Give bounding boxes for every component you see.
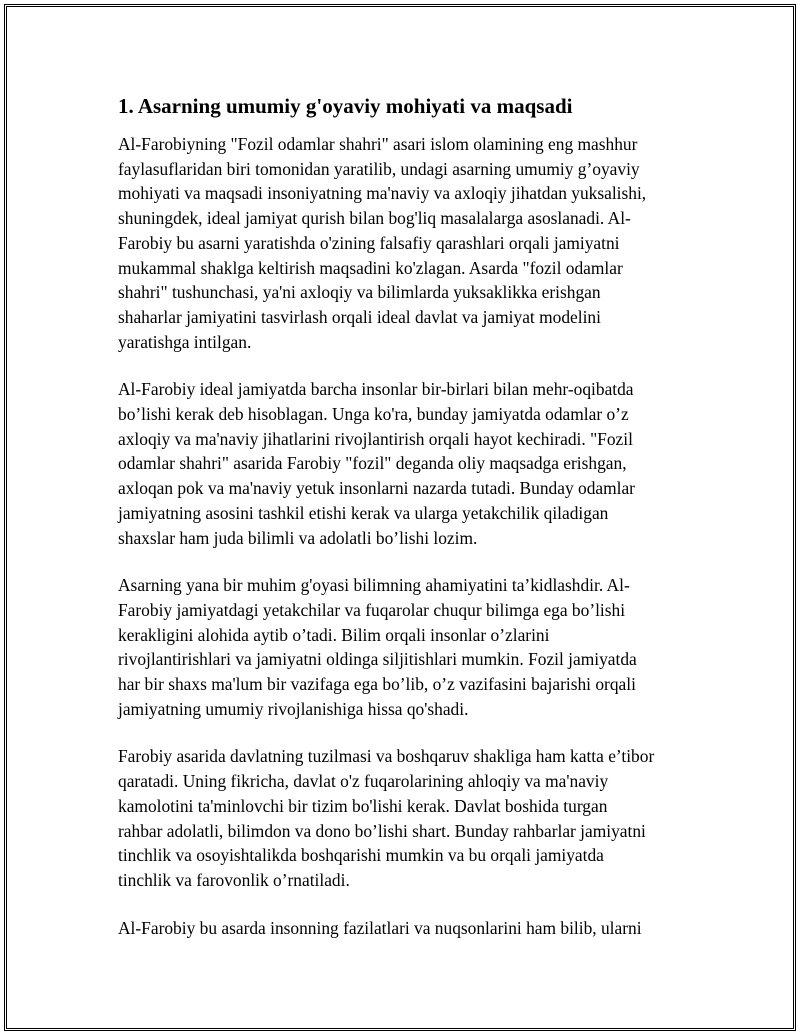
text-line: jamiyatning umumiy rivojlanishiga hissa qo'shadi. xyxy=(118,698,469,719)
text-line: kerakligini alohida aytib o’tadi. Bilim orqali insonlar o’zlarini xyxy=(118,624,550,645)
text-line: bo’lishi kerak deb hisoblagan. Unga ko'ra, bunday jamiyatda odamlar o’z xyxy=(118,404,629,425)
text-line: mohiyati va maqsadi insoniyatning ma'naviy va axloqiy jihatdan yuksalishi, xyxy=(118,183,647,204)
text-line: Al-Farobiy bu asarda insonning fazilatlari va nuqsonlarini ham bilib, ularni xyxy=(118,917,642,938)
text-line: Farobiy bu asarni yaratishda o'zining falsafiy qarashlari orqali jamiyatni xyxy=(118,232,620,253)
text-line: har bir shaxs ma'lum bir vazifaga ega bo’lib, o’z vazifasini bajarishi orqali xyxy=(118,674,636,695)
paragraph-2 xyxy=(118,377,698,550)
text-line: yaratishga intilgan. xyxy=(118,331,252,352)
text-line: rivojlantirishlari va jamiyatni oldinga siljitishlari mumkin. Fozil jamiyatda xyxy=(118,649,637,670)
text-line: tinchlik va osoyishtalikda boshqarishi mumkin va bu orqali jamiyatda xyxy=(118,845,604,866)
text-line: Al-Farobiyning "Fozil odamlar shahri" asari islom olamining eng mashhur xyxy=(118,134,638,154)
text-line: mukammal shaklga keltirish maqsadini ko'zlagan. Asarda "fozil odamlar xyxy=(118,257,623,278)
text-line: odamlar shahri" asarida Farobiy "fozil" deganda oliy maqsadga erishgan, xyxy=(118,453,627,474)
text-line: Farobiy jamiyatdagi yetakchilar va fuqarolar chuqur bilimga ega bo’lishi xyxy=(118,599,626,620)
paragraph-5 xyxy=(118,916,698,941)
document-body xyxy=(118,92,698,963)
text-line: axloqan pok va ma'naviy yetuk insonlarni nazarda tutadi. Bunday odamlar xyxy=(118,478,635,499)
text-line: rahbar adolatli, bilimdon va dono bo’lishi shart. Bunday rahbarlar jamiyatni xyxy=(118,820,646,841)
paragraph-4 xyxy=(118,744,698,892)
paragraph-3 xyxy=(118,573,698,721)
text-line: axloqiy va ma'naviy jihatlarini rivojlantirish orqali hayot kechiradi. "Fozil xyxy=(118,428,633,449)
text-line: Asarning yana bir muhim g'oyasi bilimning ahamiyatini ta’kidlashdir. Al- xyxy=(118,575,630,596)
text-line: shaxslar ham juda bilimli va adolatli bo’lishi lozim. xyxy=(118,527,478,548)
paragraph-1 xyxy=(118,132,698,354)
text-line: tinchlik va farovonlik o’rnatiladi. xyxy=(118,869,350,890)
text-line: kamolotini ta'minlovchi bir tizim bo'lishi kerak. Davlat boshida turgan xyxy=(118,795,608,816)
text-line: Al-Farobiy ideal jamiyatda barcha insonlar bir-birlari bilan mehr-oqibatda xyxy=(118,379,634,400)
text-line: jamiyatning asosini tashkil etishi kerak va ularga yetakchilik qiladigan xyxy=(118,502,609,523)
text-line: qaratadi. Uning fikricha, davlat o'z fuqarolarining ahloqiy va ma'naviy xyxy=(118,771,609,792)
text-line: shuningdek, ideal jamiyat qurish bilan bog'liq masalalarga asoslanadi. Al- xyxy=(118,208,631,229)
text-line: shahri" tushunchasi, ya'ni axloqiy va bilimlarda yuksaklikka erishgan xyxy=(118,282,601,303)
section-heading: 1. Asarning umumiy g'oyaviy mohiyati va maqsadi xyxy=(118,94,573,118)
text-line: Farobiy asarida davlatning tuzilmasi va boshqaruv shakliga ham katta e’tibor xyxy=(118,746,655,767)
text-line: faylasuflaridan biri tomonidan yaratilib, undagi asarning umumiy g’oyaviy xyxy=(118,158,640,179)
text-line: shaharlar jamiyatini tasvirlash orqali ideal davlat va jamiyat modelini xyxy=(118,306,601,327)
